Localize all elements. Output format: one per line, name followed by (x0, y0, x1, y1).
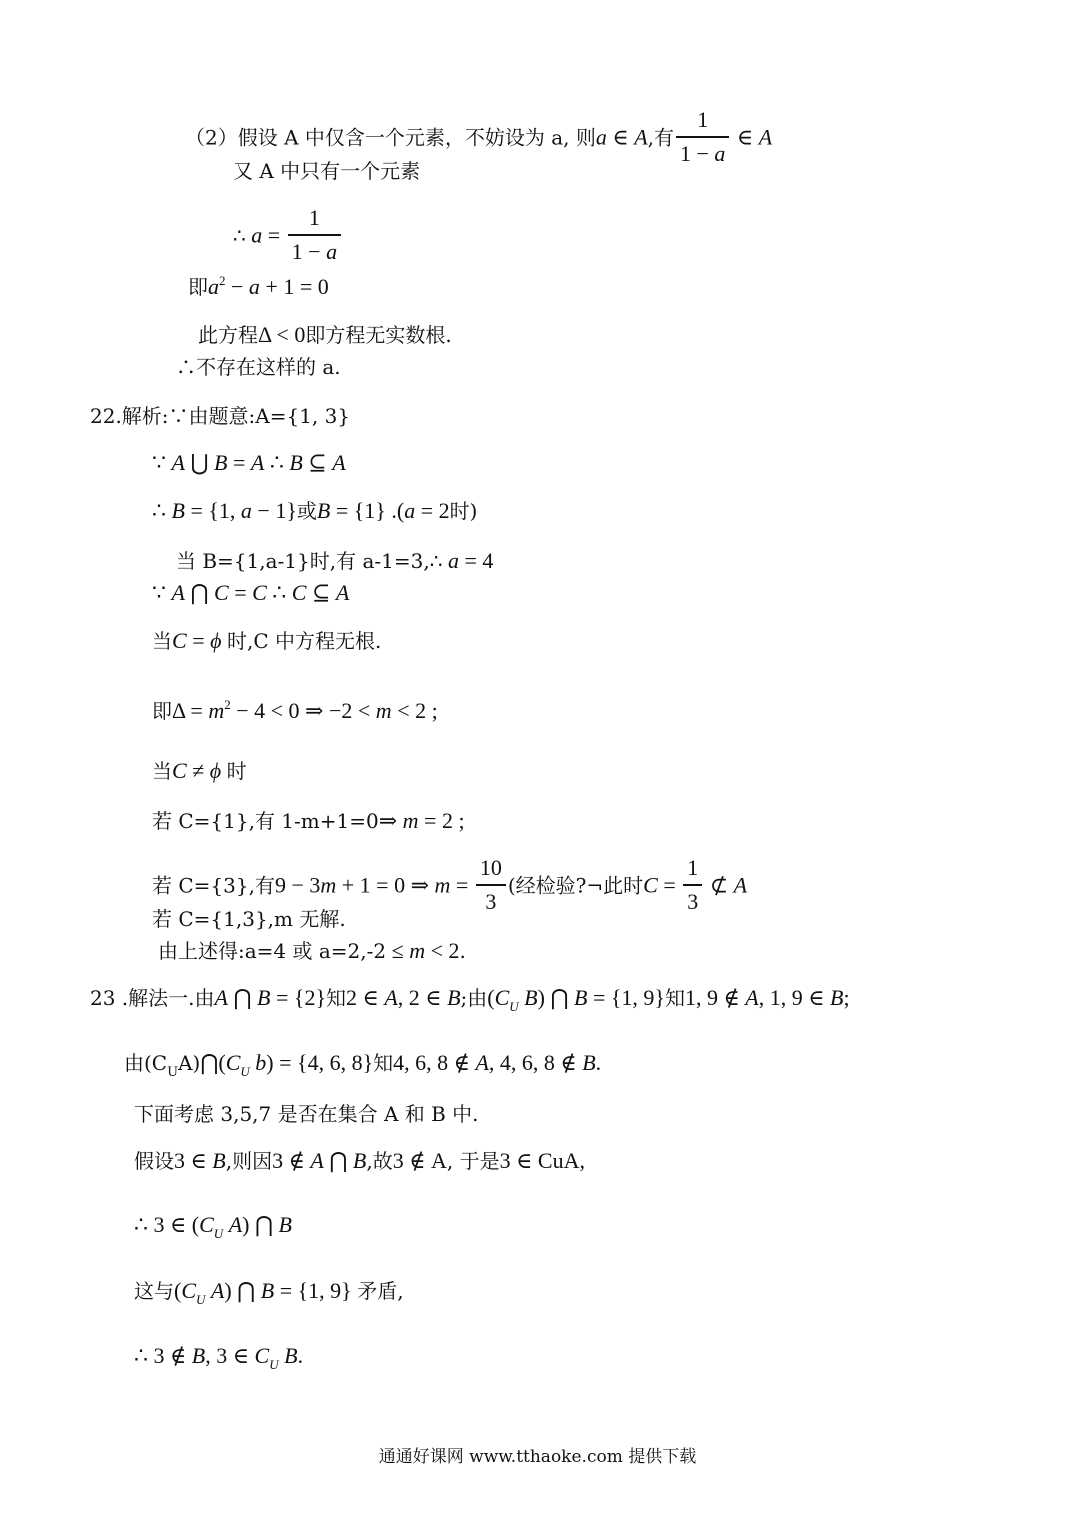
text: 即 (188, 275, 208, 299)
text: 知 (326, 986, 347, 1010)
formula: ∵ A ⋃ B = A ∴ B ⊆ A (152, 450, 346, 475)
formula: ∴ 3 ∈ ($C_U$ A) ⋂ B (134, 1212, 292, 1241)
q23-line6 (134, 1278, 404, 1307)
q22-line11: 若 C={1,3},m 无解. (152, 907, 346, 931)
fraction: $\frac{10}{3}$ (476, 854, 506, 916)
fraction: $\frac{1}{1 - a}$ (288, 204, 341, 266)
formula: Δ < 0 (258, 322, 306, 347)
text: 23 .解法一.由 (90, 986, 215, 1010)
text: 或 (296, 499, 317, 523)
formula: ∴ B = {1, a − 1} (152, 498, 297, 523)
q23-line1 (90, 985, 850, 1014)
formula: a ∈ A (595, 124, 648, 150)
text: 时 (226, 759, 247, 783)
formula: a = (251, 222, 286, 248)
formula: 3 ∈ CuA, (499, 1148, 585, 1173)
formula: ($C_U$ A) ⋂ B = {1, 9} (174, 1278, 358, 1307)
formula: 3 ∈ B (174, 1148, 226, 1173)
q23-line2 (124, 1050, 601, 1080)
text: 此方程 (198, 323, 258, 347)
q22-line5 (152, 580, 349, 606)
text: 即 (152, 699, 172, 723)
q22-line12 (158, 938, 466, 964)
formula: ∈ A (731, 124, 773, 150)
q23-line5 (134, 1212, 292, 1241)
formula: 4, 6, 8 ∉ A, 4, 6, 8 ∉ B. (393, 1050, 602, 1075)
formula: ($C_U$ B) ⋂ B = {1, 9} (487, 985, 665, 1014)
text: 由(C (124, 1051, 168, 1075)
formula: B = {1} .(a = 2 (316, 498, 450, 523)
formula: $⋂(C_U$ b) = {4, 6, 8} (200, 1050, 374, 1079)
fraction: $\frac{1}{1 - a}$ (676, 106, 729, 168)
q22-line9 (152, 808, 465, 834)
formula: 2 ∈ A, 2 ∈ B (346, 985, 461, 1010)
text: ,故 (366, 1149, 393, 1173)
q23-line4 (134, 1148, 585, 1174)
part2-line5 (198, 322, 452, 348)
formula: ⇒ m = 2 ; (378, 808, 465, 833)
part2-line6: ∴不存在这样的 a. (176, 355, 341, 379)
formula: 1, 9 ∉ A, 1, 9 ∈ B; (684, 985, 850, 1010)
text: ;由 (460, 986, 488, 1010)
text: (经检验?¬此时 (507, 873, 644, 898)
formula: a = 4 (447, 548, 494, 573)
formula: ≤ m < 2 (386, 938, 460, 963)
text: 时,C 中方程无根. (227, 629, 382, 653)
text: 知 (664, 986, 685, 1010)
q22-line3 (152, 498, 477, 524)
formula: $\Delta = m^2 - 4 < 0$ ⇒ −2 < m < 2 ; (172, 697, 438, 723)
text: 即方程无实数根. (305, 323, 452, 347)
part2-line2: 又 A 中只有一个元素 (233, 159, 421, 183)
text: 当 (152, 759, 172, 783)
text: 矛盾, (357, 1279, 404, 1303)
text: 知 (373, 1051, 394, 1075)
text: 由上述得:a=4 或 a=2,-2 (158, 939, 387, 963)
part2-line4 (188, 274, 329, 303)
q22-line2 (152, 450, 346, 476)
text: 当 (152, 629, 172, 653)
text: , 于是 (446, 1149, 500, 1173)
text: 这与 (134, 1279, 174, 1303)
q22-line1: 22.解析:∵由题意:A={1, 3} (90, 404, 351, 428)
fraction: $\frac{1}{3}$ (683, 854, 702, 916)
q23-line7 (134, 1343, 303, 1372)
text: 若 C={1},有 1-m+1=0 (152, 809, 379, 833)
q22-line6 (152, 628, 381, 654)
formula: 3 ∉ A (392, 1148, 447, 1173)
text: 时) (449, 499, 478, 523)
q23-line3: 下面考虑 3,5,7 是否在集合 A 和 B 中. (134, 1102, 479, 1126)
text: 当 B={1,a-1}时,有 a-1=3,∴ (176, 549, 443, 573)
formula: C ≠ ϕ (172, 758, 222, 783)
formula: C = ϕ (172, 628, 222, 653)
formula: ∵ A ⋂ C = C ∴ C ⊆ A (152, 580, 350, 605)
text: A) (178, 1051, 201, 1075)
formula: ⊄ A (704, 872, 748, 898)
text: ,有 (647, 125, 674, 150)
text: ∴ (233, 223, 246, 248)
formula: ∴ 3 ∉ B, 3 ∈ $C_U$ B. (134, 1343, 304, 1372)
q22-line4 (176, 548, 493, 574)
page-footer: 通通好课网 www.tthaoke.com 提供下载 (378, 1447, 697, 1467)
text: ,则因 (225, 1149, 273, 1173)
formula: 9 − 3m + 1 = 0 ⇒ m = (274, 872, 474, 898)
text: 假设 (134, 1149, 174, 1173)
formula: C = (643, 872, 682, 898)
text: （2）假设 A 中仅含一个元素，不妨设为 a, 则 (185, 125, 596, 150)
formula: $a^2 - a + 1 = 0$ (208, 273, 329, 299)
text: 若 C={3},有 (152, 873, 275, 898)
text: U (167, 1065, 179, 1080)
formula: 3 ∉ A ⋂ B (272, 1148, 367, 1173)
part2-line3 (233, 206, 343, 268)
text: . (459, 939, 466, 963)
formula: A ⋂ B = {2} (214, 985, 327, 1010)
q22-line7 (152, 698, 438, 727)
q22-line8 (152, 758, 247, 784)
